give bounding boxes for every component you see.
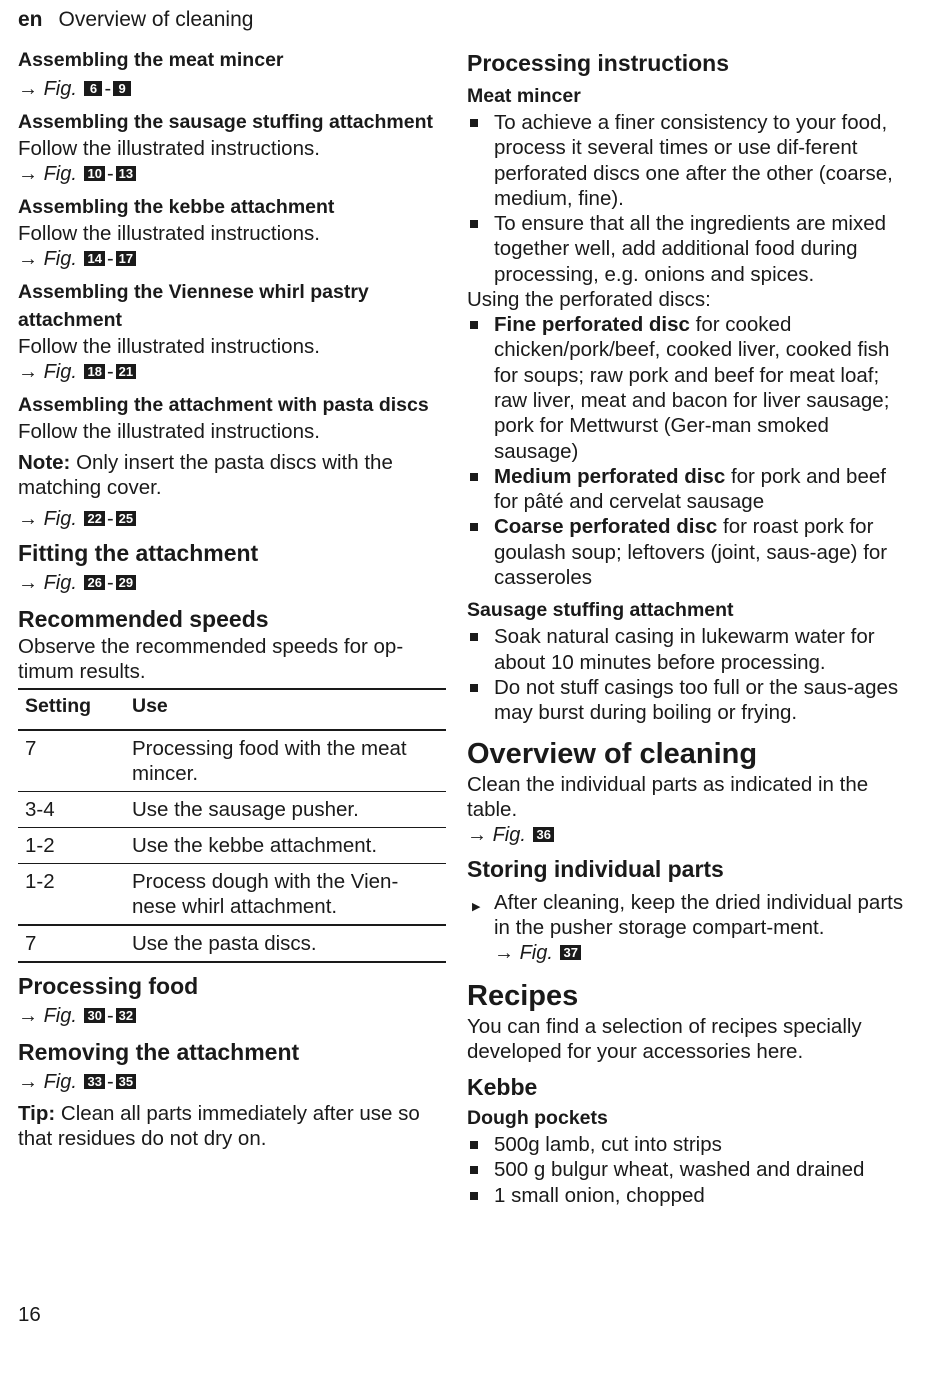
setting-cell: 3-4 <box>25 798 55 821</box>
list-item: ▶ After cleaning, keep the dried individual parts in the pusher storage compart-ment. <box>472 890 904 939</box>
square-bullet-icon <box>470 119 478 127</box>
list-item: 500g lamb, cut into strips <box>467 1132 907 1157</box>
fig-badge: 25 <box>116 511 136 526</box>
speeds-heading: Recommended speeds <box>18 606 269 632</box>
table-header-row <box>18 689 446 730</box>
instruction-text: Follow the illustrated instructions. <box>18 137 320 160</box>
dough-subheading: Dough pockets <box>467 1107 608 1130</box>
column-header-use: Use <box>132 695 168 717</box>
arrow-icon: → <box>18 1071 38 1093</box>
list-item: Fine perforated disc for cooked chicken/pork/beef, cooked liver, cooked fish for soups; raw pork and beef for meat loaf; raw liver, meat and bacon for liver sausage; pork for Mettwurst (Ger-man smoked sausage) <box>467 312 907 464</box>
use-cell: Use the kebbe attachment. <box>132 834 378 857</box>
fig-badge: 37 <box>560 945 580 960</box>
list-item: To achieve a finer consistency to your food, process it several times or use dif-ferent perforated discs one after the other (coarse, medium, fine). <box>467 110 907 211</box>
speeds-table <box>18 688 446 963</box>
header-title: Overview of cleaning <box>58 8 254 31</box>
arrow-icon: → <box>494 942 514 965</box>
fig-badge: 26 <box>84 575 104 590</box>
fig-badge: 18 <box>84 364 104 379</box>
use-cell: Use the sausage pusher. <box>132 798 359 821</box>
meat-mincer-subheading: Meat mincer <box>467 85 581 107</box>
setting-cell: 1-2 <box>25 870 55 893</box>
mincer-tips-list <box>467 110 907 287</box>
fig-badge: 9 <box>113 81 131 96</box>
setting-cell: 7 <box>25 932 37 955</box>
recipes-heading: Recipes <box>467 980 579 1013</box>
column-header-setting: Setting <box>25 695 92 717</box>
processing-heading: Processing food <box>18 973 199 999</box>
cleaning-heading: Overview of cleaning <box>467 737 758 770</box>
discs-list <box>467 312 907 590</box>
removing-heading: Removing the attachment <box>18 1039 300 1065</box>
square-bullet-icon <box>470 473 478 481</box>
fig-reference: → Fig. 26 - 29 <box>18 570 446 596</box>
arrow-icon: → <box>18 572 38 594</box>
square-bullet-icon <box>470 1192 478 1200</box>
pasta-heading: Assembling the attachment with pasta discs <box>18 394 429 416</box>
processing-instructions-heading: Processing instructions <box>467 50 730 76</box>
fig-badge: 10 <box>84 166 104 181</box>
viennese-heading: Assembling the Viennese whirl pastry attachment <box>18 281 369 331</box>
square-bullet-icon <box>470 1141 478 1149</box>
table-row <box>18 864 446 926</box>
use-cell: Use the pasta discs. <box>132 932 317 955</box>
table-row <box>18 925 446 962</box>
list-item: 1 small onion, chopped <box>467 1183 907 1208</box>
arrow-icon: → <box>18 163 38 185</box>
table-row <box>18 730 446 792</box>
fig-reference: → Fig. 22 - 25 <box>18 506 446 532</box>
left-column <box>18 44 446 1151</box>
list-item: Medium perforated disc for pork and beef for pâté and cervelat sausage <box>467 464 907 515</box>
table-row <box>18 828 446 864</box>
fig-reference: → Fig. 14 - 17 <box>18 246 446 272</box>
square-bullet-icon <box>470 523 478 531</box>
note-label: Note: <box>18 451 71 474</box>
arrow-icon: → <box>467 823 487 846</box>
square-bullet-icon <box>470 1166 478 1174</box>
page-number: 16 <box>18 1303 41 1326</box>
fig-reference: → Fig. 36 <box>467 822 907 848</box>
fig-badge: 14 <box>84 251 104 266</box>
arrow-icon: → <box>18 508 38 530</box>
setting-cell: 1-2 <box>25 834 55 857</box>
tip-label: Tip: <box>18 1102 56 1125</box>
fig-badge: 32 <box>116 1008 136 1023</box>
list-item: 500 g bulgur wheat, washed and drained <box>467 1157 907 1182</box>
setting-cell: 7 <box>25 737 37 760</box>
sausage-subheading: Sausage stuffing attachment <box>467 599 734 622</box>
list-item: To ensure that all the ingredients are mixed together well, add additional food during processing, e.g. onions and spices. <box>467 211 907 287</box>
arrow-icon: → <box>18 1005 38 1027</box>
fig-badge: 29 <box>116 575 136 590</box>
fig-reference: → Fig. 33 - 35 <box>18 1069 446 1095</box>
sausage-heading: Assembling the sausage stuffing attachment <box>18 111 433 133</box>
instruction-text: Follow the illustrated instructions. <box>18 335 320 358</box>
note-text: Note: Only insert the pasta discs with the matching cover. <box>18 451 393 499</box>
square-bullet-icon <box>470 220 478 228</box>
meat-mincer-heading: Assembling the meat mincer <box>18 49 284 71</box>
list-item: Soak natural casing in lukewarm water for about 10 minutes before processing. <box>467 624 907 675</box>
page-header <box>18 8 253 32</box>
fitting-heading: Fitting the attachment <box>18 540 259 566</box>
storing-list <box>467 890 907 941</box>
instruction-text: Follow the illustrated instructions. <box>18 222 320 245</box>
right-column <box>467 44 907 1208</box>
triangle-bullet-icon: ▶ <box>472 900 481 913</box>
use-cell: Process dough with the Vien-nese whirl attachment. <box>132 870 399 918</box>
square-bullet-icon <box>470 321 478 329</box>
fig-reference: → Fig. 6 - 9 <box>18 76 446 102</box>
use-cell: Processing food with the meat mincer. <box>132 737 407 785</box>
fig-badge: 17 <box>116 251 136 266</box>
list-item: Coarse perforated disc for roast pork for goulash soup; leftovers (joint, saus-age) for casseroles <box>467 514 907 590</box>
tip-text: Tip: Clean all parts immediately after use so that residues do not dry on. <box>18 1102 420 1150</box>
instruction-text: Follow the illustrated instructions. <box>18 420 320 443</box>
fig-badge: 33 <box>84 1074 104 1089</box>
storing-heading: Storing individual parts <box>467 855 724 882</box>
fig-badge: 13 <box>116 166 136 181</box>
list-item: Do not stuff casings too full or the saus-ages may burst during boiling or frying. <box>467 675 907 726</box>
sausage-tips-list <box>467 624 907 725</box>
speeds-text: Observe the recommended speeds for op-timum results. <box>18 635 404 683</box>
fig-badge: 6 <box>84 81 102 96</box>
language-code: en <box>18 8 43 31</box>
fig-reference: → Fig. 10 - 13 <box>18 161 446 187</box>
fig-reference: → Fig. 30 - 32 <box>18 1003 446 1029</box>
fig-reference: → Fig. 37 <box>467 940 907 966</box>
ingredients-list <box>467 1132 907 1208</box>
kebbe-heading: Assembling the kebbe attachment <box>18 196 335 218</box>
square-bullet-icon <box>470 684 478 692</box>
square-bullet-icon <box>470 633 478 641</box>
fig-badge: 35 <box>116 1074 136 1089</box>
fig-badge: 36 <box>533 827 553 842</box>
recipes-text: You can find a selection of recipes specially developed for your accessories here. <box>467 1015 862 1064</box>
table-row <box>18 792 446 828</box>
fig-badge: 21 <box>116 364 136 379</box>
arrow-icon: → <box>18 78 38 100</box>
fig-reference: → Fig. 18 - 21 <box>18 359 446 385</box>
cleaning-text: Clean the individual parts as indicated in the table. <box>467 772 869 821</box>
discs-intro: Using the perforated discs: <box>467 288 711 312</box>
fig-badge: 30 <box>84 1008 104 1023</box>
kebbe-recipe-heading: Kebbe <box>467 1074 538 1101</box>
arrow-icon: → <box>18 361 38 383</box>
arrow-icon: → <box>18 248 38 270</box>
fig-badge: 22 <box>84 511 104 526</box>
